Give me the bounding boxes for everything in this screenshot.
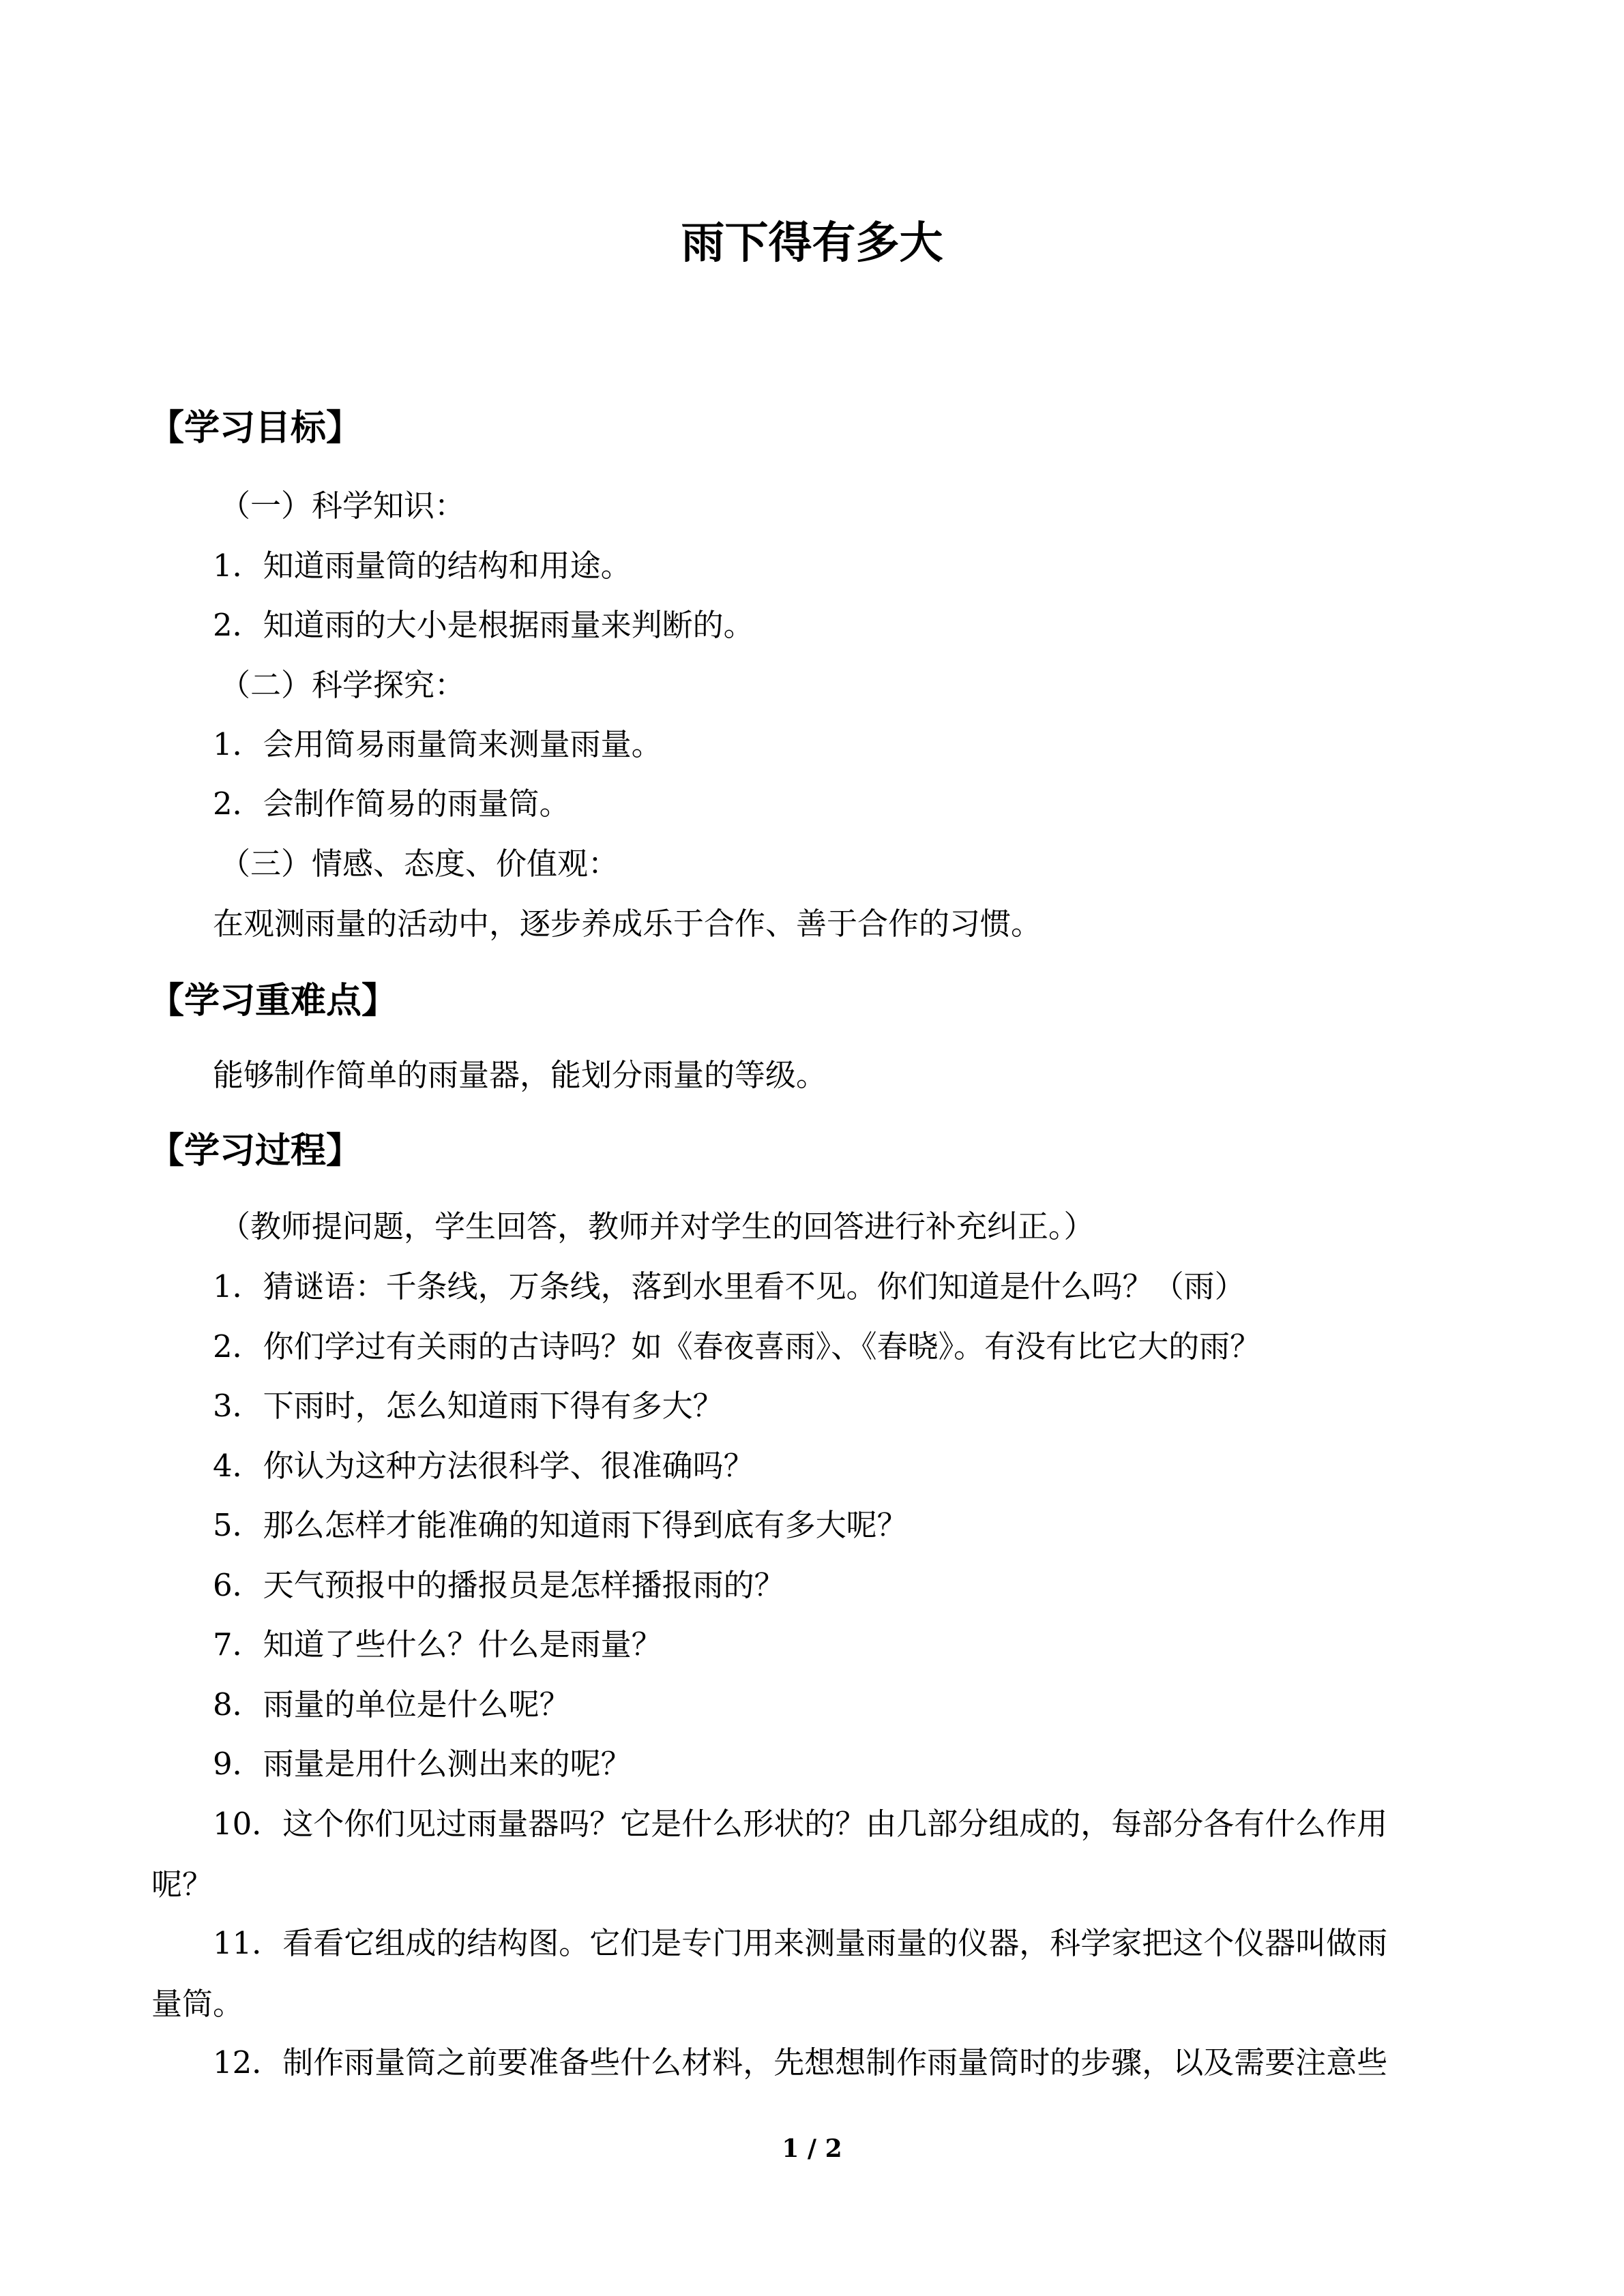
process-line: 9．雨量是用什么测出来的呢？: [213, 1746, 632, 1782]
process-line: 10．这个你们见过雨量器吗？它是什么形状的？由几部分组成的，每部分各有什么作用: [213, 1806, 1388, 1842]
heading-key-points: 【学习重难点】: [149, 981, 398, 1022]
process-line: 12．制作雨量筒之前要准备些什么材料，先想想制作雨量筒时的步骤，以及需要注意些: [213, 2044, 1388, 2081]
objective-line: （三）情感、态度、价值观：: [220, 846, 619, 882]
process-line-continuation: 量筒。: [151, 1986, 244, 2022]
key-point-line: 能够制作简单的雨量器，能划分雨量的等级。: [213, 1057, 827, 1093]
objective-line: （一）科学知识：: [220, 488, 466, 524]
objective-line: 2．会制作简易的雨量筒。: [213, 786, 570, 822]
process-line: 3．下雨时，怎么知道雨下得有多大？: [213, 1388, 724, 1424]
process-line: 7．知道了些什么？什么是雨量？: [213, 1626, 662, 1663]
process-line: 4．你认为这种方法很科学、很准确吗？: [213, 1448, 754, 1484]
page-number: 1 / 2: [782, 2134, 842, 2163]
process-line: 6．天气预报中的播报员是怎样播报雨的？: [213, 1567, 785, 1603]
process-line: 1．猜谜语：千条线，万条线，落到水里看不见。你们知道是什么吗？（雨）: [213, 1268, 1245, 1304]
process-line: 11．看看它组成的结构图。它们是专门用来测量雨量的仪器，科学家把这个仪器叫做雨: [213, 1925, 1388, 1961]
heading-objectives: 【学习目标】: [149, 408, 362, 449]
document-title: 雨下得有多大: [681, 218, 943, 269]
objective-line: （二）科学探究：: [220, 667, 466, 703]
process-line: 8．雨量的单位是什么呢？: [213, 1686, 570, 1723]
process-line: 2．你们学过有关雨的古诗吗？如《春夜喜雨》、《春晓》。有没有比它大的雨？: [213, 1328, 1261, 1365]
process-line-continuation: 呢？: [151, 1866, 213, 1903]
objective-line: 2．知道雨的大小是根据雨量来判断的。: [213, 607, 754, 643]
process-intro: （教师提问题，学生回答，教师并对学生的回答进行补充纠正。）: [220, 1208, 1095, 1244]
heading-process: 【学习过程】: [149, 1131, 362, 1172]
objective-line: 在观测雨量的活动中，逐步养成乐于合作、善于合作的习惯。: [213, 906, 1042, 942]
process-line: 5．那么怎样才能准确的知道雨下得到底有多大呢？: [213, 1507, 908, 1543]
objective-line: 1．知道雨量筒的结构和用途。: [213, 548, 632, 584]
objective-line: 1．会用简易雨量筒来测量雨量。: [213, 726, 662, 762]
